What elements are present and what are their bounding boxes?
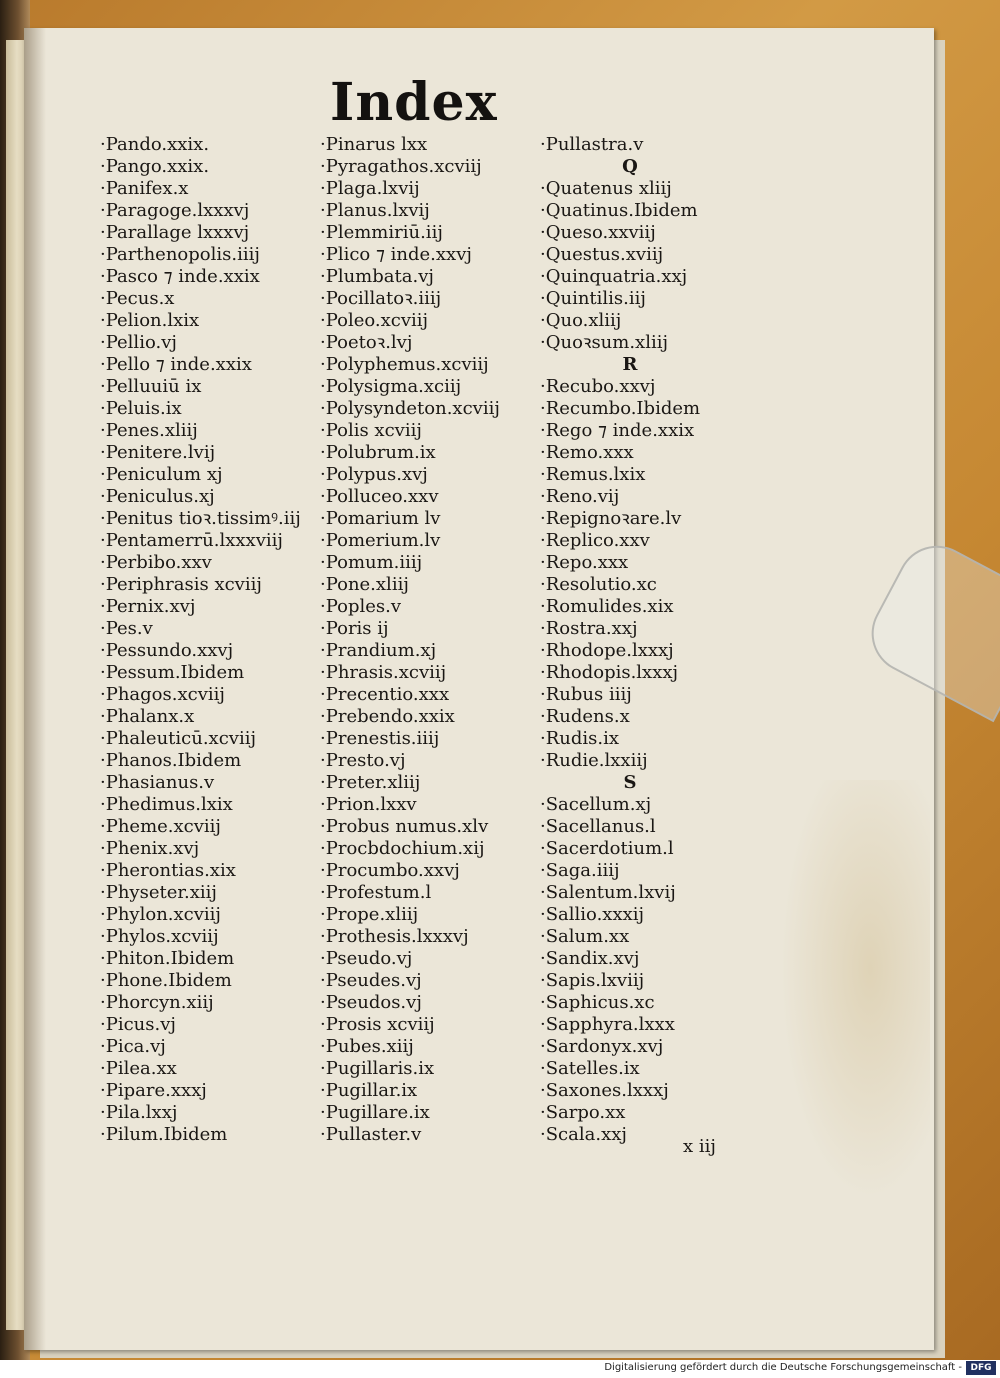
index-entry: ·Pheme.xcviij [100,816,222,837]
index-entry: ·Rudis.ix [540,728,620,749]
index-entry: ·Rego ⁊ inde.xxix [540,420,695,441]
index-entry: ·Pyragathos.xcviij [320,156,482,177]
index-entry: ·Planus.lxvij [320,200,430,221]
index-entry: ·Pomerium.lv [320,530,441,551]
index-entry: ·Physeter.xiij [100,882,217,903]
index-entry: ·Parthenopolis.iiij [100,244,260,265]
index-entry: ·Pseudes.vj [320,970,422,991]
index-entry: ·Pomarium lv [320,508,441,529]
index-entry: ·Peluis.ix [100,398,182,419]
index-entry: ·Plumbata.vj [320,266,434,287]
index-entry: ·Procbdochium.xij [320,838,485,859]
index-entry: ·Rubus iiij [540,684,632,705]
index-entry: ·Prebendo.xxix [320,706,455,727]
index-entry: ·Poris ij [320,618,389,639]
index-entry: ·Questus.xviij [540,244,664,265]
index-entry: ·Pentamerrū.lxxxviij [100,530,283,551]
page-gutter [24,28,46,1350]
section-letter: S [623,772,637,793]
index-entry: ·Saxones.lxxxj [540,1080,669,1101]
index-entry: ·Quintilis.iij [540,288,646,309]
index-entry: ·Pernix.xvj [100,596,196,617]
page-title: Index [330,72,498,133]
index-entry: ·Rudie.lxxiij [540,750,648,771]
index-entry: ·Phenix.xvj [100,838,200,859]
signature-mark: x iij [683,1136,716,1157]
index-entry: ·Periphrasis xcviij [100,574,262,595]
index-entry: ·Phiton.Ibidem [100,948,235,969]
index-entry: ·Quo.xliij [540,310,622,331]
index-entry: ·Pellio.vj [100,332,177,353]
index-entry: ·Pugillare.ix [320,1102,430,1123]
index-entry: ·Profestum.l [320,882,432,903]
index-entry: ·Phagos.xcviij [100,684,225,705]
index-entry: ·Panifex.x [100,178,189,199]
index-entry: ·Polypus.xvj [320,464,428,485]
index-entry: ·Procumbo.xxvj [320,860,460,881]
index-entry: ·Sacellum.xj [540,794,652,815]
index-entry: ·Pocillatoꝛ.iiij [320,288,442,309]
index-entry: ·Poetoꝛ.lvj [320,332,413,353]
index-entry: ·Sarpo.xx [540,1102,626,1123]
index-entry: ·Recumbo.Ibidem [540,398,701,419]
section-letter: Q [622,156,638,177]
index-entry: ·Pilum.Ibidem [100,1124,228,1145]
index-column-2 [320,134,500,1146]
index-entry: ·Pes.v [100,618,153,639]
index-entry: ·Scala.xxj [540,1124,627,1145]
footer-credit: Digitalisierung gefördert durch die Deutsche Forschungsgemeinschaft - [604,1362,962,1373]
index-entry: ·Rudens.x [540,706,630,727]
index-entry: ·Phylon.xcviij [100,904,221,925]
index-entry: ·Remo.xxx [540,442,634,463]
index-entry: ·Pomum.iiij [320,552,423,573]
index-entry: ·Polyphemus.xcviij [320,354,489,375]
index-entry: ·Preter.xliij [320,772,421,793]
index-entry: ·Pseudos.vj [320,992,422,1013]
index-entry: ·Pinarus lxx [320,134,428,155]
index-entry: ·Pelion.lxix [100,310,200,331]
index-entry: ·Sapphyra.lxxx [540,1014,675,1035]
index-entry: ·Phrasis.xcviij [320,662,447,683]
dfg-logo: DFG [966,1361,996,1375]
index-entry: ·Salum.xx [540,926,630,947]
index-entry: ·Pelluuiū ix [100,376,202,397]
index-entry: ·Peniculus.xj [100,486,215,507]
index-entry: ·Plico ⁊ inde.xxvj [320,244,472,265]
index-entry: ·Pila.lxxj [100,1102,178,1123]
section-letter: R [622,354,638,375]
index-entry: ·Prion.lxxv [320,794,417,815]
index-entry: ·Rhodope.lxxxj [540,640,674,661]
index-entry: ·Polubrum.ix [320,442,436,463]
index-entry: ·Pherontias.xix [100,860,236,881]
index-entry: ·Pica.vj [100,1036,166,1057]
index-entry: ·Quatenus xliij [540,178,672,199]
index-entry: ·Pipare.xxxj [100,1080,207,1101]
index-entry: ·Quoꝛsum.xliij [540,332,669,353]
index-entry: ·Sacerdotium.l [540,838,674,859]
index-entry: ·Phorcyn.xiij [100,992,214,1013]
index-entry: ·Pello ⁊ inde.xxix [100,354,252,375]
index-entry: ·Polis xcviij [320,420,422,441]
index-entry: ·Sallio.xxxij [540,904,645,925]
index-entry: ·Pasco ⁊ inde.xxix [100,266,260,287]
index-entry: ·Pango.xxix. [100,156,210,177]
index-entry: ·Prope.xliij [320,904,419,925]
index-entry: ·Pessundo.xxvj [100,640,234,661]
index-entry: ·Phylos.xcviij [100,926,219,947]
index-entry: ·Quatinus.Ibidem [540,200,698,221]
index-entry: ·Rostra.xxj [540,618,638,639]
index-column-1 [100,134,301,1146]
index-entry: ·Polysyndeton.xcviij [320,398,500,419]
index-entry: ·Pessum.Ibidem [100,662,245,683]
index-entry: ·Queso.xxviij [540,222,656,243]
index-entry: ·Romulides.xix [540,596,674,617]
index-entry: ·Pone.xliij [320,574,409,595]
index-entry: ·Remus.lxix [540,464,646,485]
index-entry: ·Repo.xxx [540,552,629,573]
index-entry: ·Prenestis.iiij [320,728,440,749]
index-entry: ·Phalanx.x [100,706,195,727]
index-entry: ·Pullaster.v [320,1124,422,1145]
index-entry: ·Polysigma.xciij [320,376,462,397]
index-entry: ·Paragoge.lxxxvj [100,200,250,221]
index-entry: ·Pando.xxix. [100,134,210,155]
index-entry: ·Recubo.xxvj [540,376,656,397]
index-column-3 [540,134,720,1146]
index-entry: ·Prosis xcviij [320,1014,435,1035]
index-entry: ·Perbibo.xxv [100,552,212,573]
index-entry: ·Penes.xliij [100,420,198,441]
index-entry: ·Pubes.xiij [320,1036,414,1057]
index-entry: ·Prandium.xj [320,640,437,661]
page-stain [780,780,930,1200]
index-entry: ·Precentio.xxx [320,684,450,705]
index-entry: ·Poples.v [320,596,401,617]
index-entry: ·Replico.xxv [540,530,650,551]
index-entry: ·Presto.vj [320,750,406,771]
index-entry: ·Poleo.xcviij [320,310,429,331]
index-entry: ·Phedimus.lxix [100,794,233,815]
index-entry: ·Resolutio.xc [540,574,657,595]
index-entry: ·Quinquatria.xxj [540,266,688,287]
index-entry: ·Penitere.lvij [100,442,216,463]
index-entry: ·Phaleuticū.xcviij [100,728,257,749]
index-entry: ·Sapis.lxviij [540,970,645,991]
index-entry: ·Plaga.lxvij [320,178,420,199]
left-page-edge [6,40,25,1330]
index-entry: ·Pseudo.vj [320,948,413,969]
index-entry: ·Salentum.lxvij [540,882,676,903]
index-entry: ·Phanos.Ibidem [100,750,242,771]
index-entry: ·Saphicus.xc [540,992,655,1013]
index-entry: ·Penitus tioꝛ.tissimꝰ.iij [100,508,301,529]
index-entry: ·Saga.iiij [540,860,620,881]
index-entry: ·Prothesis.lxxxvj [320,926,469,947]
index-entry: ·Pugillaris.ix [320,1058,435,1079]
index-entry: ·Pullastra.v [540,134,644,155]
index-entry: ·Sacellanus.l [540,816,656,837]
index-entry: ·Phasianus.v [100,772,215,793]
index-entry: ·Reno.vij [540,486,620,507]
index-entry: ·Pugillar.ix [320,1080,418,1101]
index-entry: ·Plemmiriū.iij [320,222,443,243]
index-entry: ·Rhodopis.lxxxj [540,662,679,683]
index-entry: ·Parallage lxxxvj [100,222,250,243]
index-entry: ·Picus.vj [100,1014,176,1035]
index-entry: ·Probus numus.xlv [320,816,489,837]
index-entry: ·Sandix.xvj [540,948,640,969]
index-entry: ·Sardonyx.xvj [540,1036,664,1057]
index-entry: ·Repignoꝛare.lv [540,508,682,529]
index-entry: ·Peniculum xj [100,464,223,485]
index-entry: ·Pecus.x [100,288,175,309]
index-entry: ·Pilea.xx [100,1058,177,1079]
index-entry: ·Phone.Ibidem [100,970,232,991]
index-entry: ·Polluceo.xxv [320,486,439,507]
index-entry: ·Satelles.ix [540,1058,640,1079]
